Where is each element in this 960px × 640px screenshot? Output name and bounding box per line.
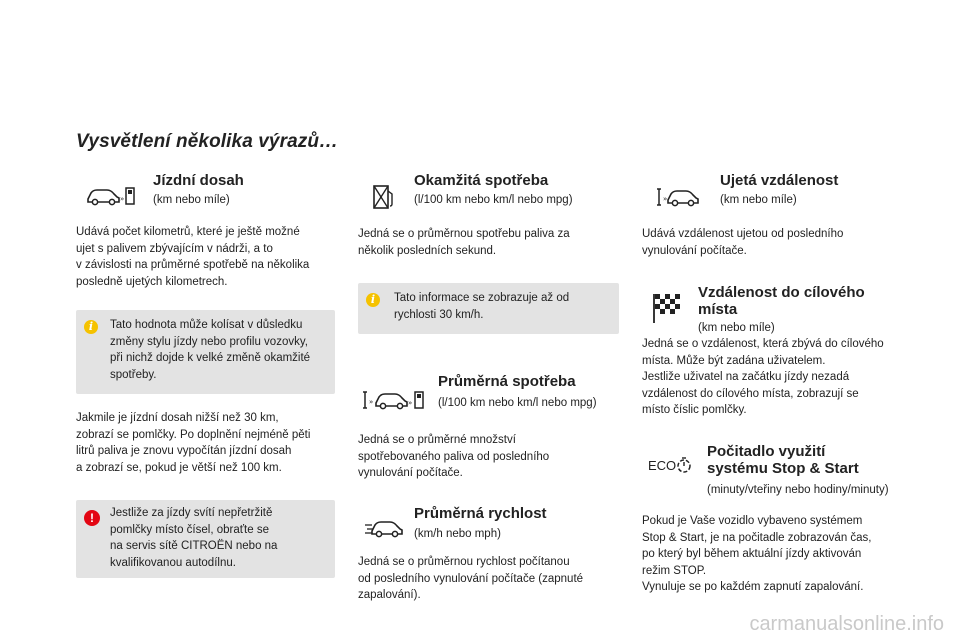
text-line: Udává vzdálenost ujetou od posledního (642, 228, 844, 240)
range-description (76, 224, 309, 290)
text-line: režim STOP. (642, 564, 707, 577)
heading-line: systému Stop & Start (707, 460, 859, 477)
text-line: Jakmile je jízdní dosah nižší než 30 km, (76, 412, 279, 424)
text-line: spotřebovaného paliva od posledního (358, 450, 550, 463)
text-line: od posledního vynulování počítače (zapnuté (358, 572, 584, 585)
text-line: na servis sítě CITROËN nebo na (110, 540, 278, 552)
warning-text (110, 505, 277, 571)
car-range-icon (86, 184, 138, 210)
text-line: spotřeby. (110, 368, 157, 381)
instant-note-text (394, 290, 569, 323)
distance-description (642, 226, 843, 259)
text-line: místa. Může být zadána uživatelem. (642, 354, 826, 367)
range-note-box (76, 310, 335, 394)
text-line: pomlčky místo čísel, obraťte se (110, 523, 269, 536)
text-line: vynulování počítače. (642, 244, 747, 257)
text-line: změny stylu jízdy nebo profilu vozovky, (110, 335, 308, 348)
text-line: Tato informace se zobrazuje až od (394, 292, 570, 304)
destination-unit: (km nebo míle) (698, 322, 775, 334)
warning-icon: ! (84, 510, 100, 526)
svg-text:»: » (120, 195, 125, 203)
text-line: ujet s palivem zbývajícím v nádrži, a to (76, 242, 273, 255)
page-title: Vysvětlení několika výrazů… (76, 131, 339, 152)
instant-description (358, 226, 570, 259)
stopwatch-icon (676, 456, 692, 474)
text-line: Tato hodnota může kolísat v důsledku (110, 319, 303, 331)
distance-heading: Ujetá vzdálenost (720, 172, 839, 189)
speed-car-icon (364, 516, 404, 540)
text-line: místo číslic pomlčky. (642, 404, 747, 416)
text-line: zapalování). (358, 589, 421, 601)
instant-heading: Okamžitá spotřeba (414, 172, 549, 189)
car-distance-icon (656, 186, 700, 210)
text-line: litrů paliva je znovu vypočítán jízdní dosah (76, 445, 292, 457)
average-description (358, 432, 549, 482)
stopstart-unit: (minuty/vteřiny nebo hodiny/minuty) (707, 484, 889, 496)
warning-box (76, 500, 335, 578)
range-note-text (110, 317, 310, 383)
speed-heading: Průměrná rychlost (414, 505, 547, 522)
range-heading: Jízdní dosah (153, 172, 244, 189)
fuel-pump-icon (370, 182, 398, 212)
text-line: Jedná se o vzdálenost, která zbývá do cílového (642, 338, 884, 350)
range-dash-description (76, 410, 310, 476)
checkered-flag-icon (652, 292, 682, 324)
text-line: Jedná se o průměrnou spotřebu paliva za (358, 228, 570, 240)
stopstart-heading (707, 443, 859, 477)
stopstart-description (642, 513, 872, 596)
text-line: Pokud je Vaše vozidlo vybaveno systémem (642, 515, 863, 527)
text-line: posledně ujetých kilometrech. (76, 275, 228, 288)
text-line: vzdálenost do cílového místa, zobrazují se (642, 387, 859, 400)
car-average-icon (362, 388, 430, 414)
svg-text:»: » (408, 399, 413, 407)
text-line: rychlosti 30 km/h. (394, 308, 484, 321)
text-line: Stop & Start, je na počitadle zobrazován čas, (642, 531, 872, 544)
text-line: Udává počet kilometrů, které je ještě možné (76, 226, 300, 238)
eco-label: ECO (648, 458, 677, 473)
text-line: a zobrazí se, pokud je větší než 100 km. (76, 461, 282, 474)
text-line: Jestliže uživatel na začátku jízdy nezadá (642, 371, 850, 383)
heading-line: místa (698, 301, 738, 318)
watermark: carmanualsonline.info (749, 613, 944, 635)
average-heading: Průměrná spotřeba (438, 373, 576, 390)
info-icon: i (84, 320, 98, 334)
text-line: v závislosti na průměrné spotřebě na několika (76, 259, 310, 271)
heading-line: Vzdálenost do cílového (698, 284, 865, 301)
text-line: Jedná se o průměrné množství (358, 434, 516, 446)
distance-unit: (km nebo míle) (720, 194, 797, 206)
text-line: Jedná se o průměrnou rychlost počítanou (358, 556, 570, 568)
text-line: zobrazí se pomlčky. Po doplnění nejméně pěti (76, 428, 311, 441)
svg-text:»: » (369, 398, 374, 406)
svg-text:»: » (663, 195, 668, 203)
text-line: Vynuluje se po každém zapnutí zapalování. (642, 581, 864, 593)
destination-heading (698, 284, 865, 318)
text-line: vynulování počítače. (358, 467, 463, 479)
instant-unit: (l/100 km nebo km/l nebo mpg) (414, 194, 573, 206)
destination-description (642, 336, 884, 419)
speed-description (358, 554, 583, 604)
text-line: kvalifikovanou autodílnu. (110, 556, 236, 569)
speed-unit: (km/h nebo mph) (414, 528, 501, 540)
text-line: Jestliže za jízdy svítí nepřetržitě (110, 507, 273, 519)
heading-line: Počitadlo využití (707, 443, 826, 460)
text-line: několik posledních sekund. (358, 244, 497, 257)
instant-note-box (358, 283, 619, 334)
text-line: po který byl během aktuální jízdy aktivován (642, 548, 862, 560)
average-unit: (l/100 km nebo km/l nebo mpg) (438, 397, 597, 409)
text-line: při nichž dojde k velké změně okamžité (110, 352, 311, 364)
eco-stopstart-icon (648, 458, 676, 473)
info-icon: i (366, 293, 380, 307)
range-unit: (km nebo míle) (153, 194, 230, 206)
